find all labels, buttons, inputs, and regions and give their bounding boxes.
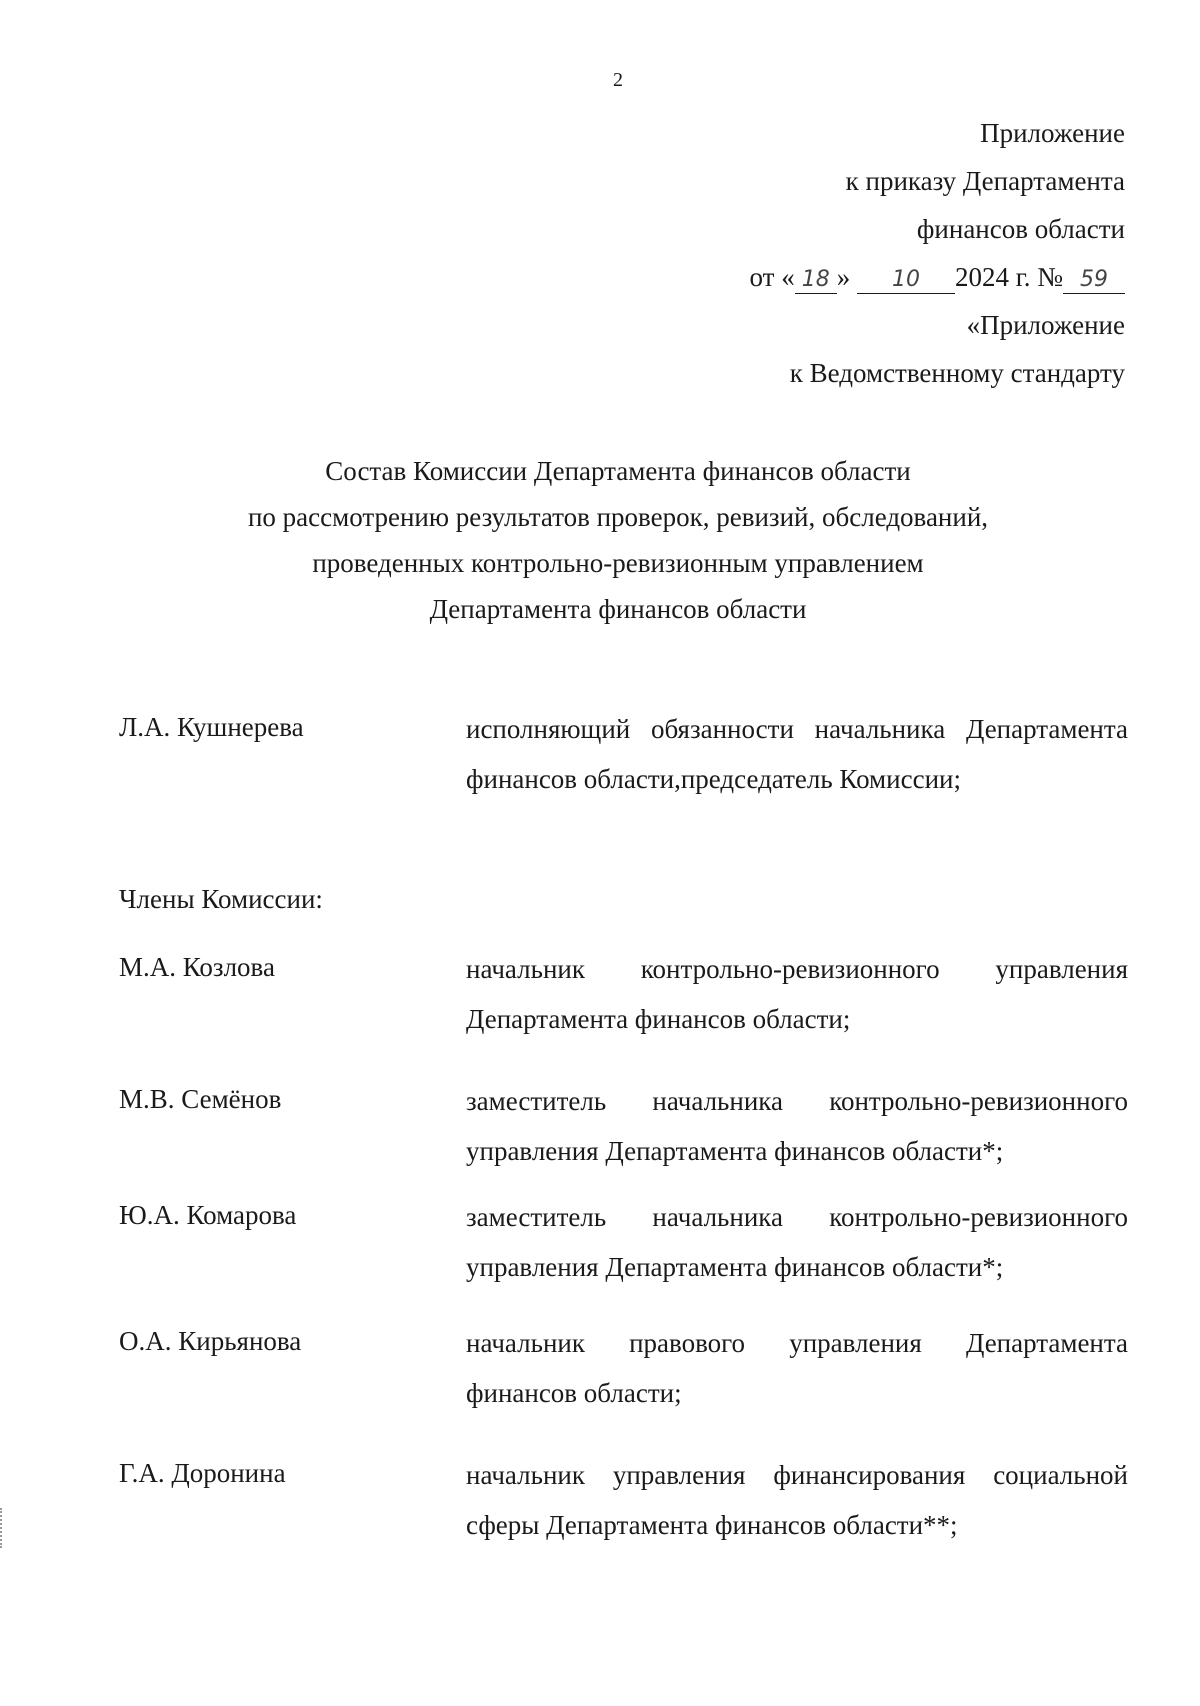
member-description: начальник правового управления Департамента финансов области; [466,1328,1128,1408]
appendix-header [750,118,1126,406]
title-line-2: по рассмотрению результатов проверок, ревизий, обследований, [247,502,989,532]
appendix-date-line [750,262,1126,310]
appendix-line-5: «Приложение [966,310,1125,340]
member-name: О.А. Кирьянова [119,1326,302,1356]
date-prefix: от « [749,262,795,292]
date-year: 2024 г. № [954,262,1063,292]
title-line-3: проведенных контрольно-ревизионным управлением [312,548,924,578]
scan-edge-mark [0,1508,4,1548]
order-number-handwritten: 59 [1063,267,1125,294]
title-line-4: Департамента финансов области [429,594,807,624]
chairman-description: исполняющий обязанности начальника Департамента финансов области,председатель Комиссии; [466,714,1128,794]
member-description: заместитель начальника контрольно-ревизионного управления Департамента финансов области*; [466,1202,1128,1282]
appendix-line-6: к Ведомственному стандарту [789,358,1125,388]
members-label: Члены Комиссии: [119,884,323,914]
member-name: Г.А. Доронина [119,1458,286,1488]
document-title [0,456,1200,640]
appendix-line-3: финансов области [916,214,1125,244]
member-description: начальник управления финансирования социальной сферы Департамента финансов области**; [466,1460,1128,1540]
member-name: Ю.А. Комарова [119,1200,297,1230]
member-description: начальник контрольно-ревизионного управления Департамента финансов области; [466,954,1128,1034]
member-name: М.А. Козлова [119,952,275,982]
date-month-handwritten: 10 [857,267,955,294]
member-name: М.В. Семёнов [119,1084,282,1114]
appendix-line-2: к приказу Департамента [845,166,1125,196]
date-day-handwritten: 18 [795,267,837,294]
date-mid: » [836,262,851,292]
title-line-1: Состав Комиссии Департамента финансов области [325,456,911,486]
member-description: заместитель начальника контрольно-ревизионного управления Департамента финансов области*; [466,1086,1128,1166]
chairman-name: Л.А. Кушнерева [119,712,304,742]
appendix-line-1: Приложение [980,118,1125,148]
page-number: 2 [613,69,623,91]
